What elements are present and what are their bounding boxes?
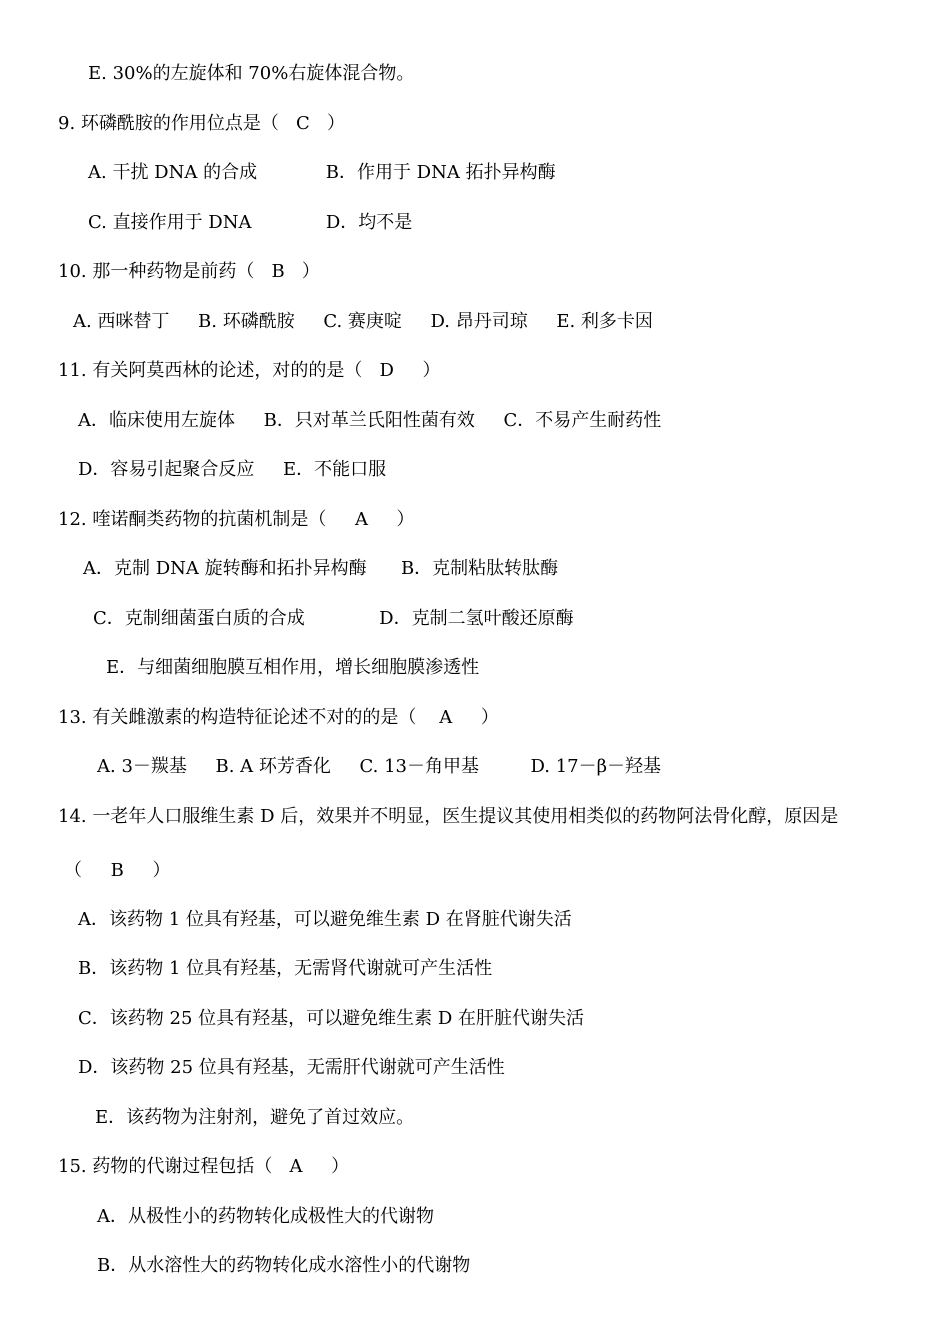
options-10: A. 西咪替丁 B. 环磷酰胺 C. 赛庚啶 D. 昂丹司琼 E. 利多卡因 — [73, 311, 653, 332]
option-14e: E．该药物为注射剂，避免了首过效应。 — [95, 1107, 415, 1128]
question-13: 13. 有关雌激素的构造特征论述不对的的是（ A ） — [58, 707, 499, 728]
option-14c: C．该药物 25 位具有羟基，可以避免维生素 D 在肝脏代谢失活 — [78, 1008, 584, 1029]
options-12-ab: A．克制 DNA 旋转酶和拓扑异构酶 B．克制粘肽转肽酶 — [83, 558, 559, 579]
question-10: 10. 那一种药物是前药（ B ） — [58, 261, 320, 282]
question-11: 11. 有关阿莫西林的论述，对的的是（ D ） — [58, 360, 441, 381]
question-9: 9. 环磷酰胺的作用位点是（ C ） — [58, 113, 345, 134]
options-11-de: D．容易引起聚合反应 E．不能口服 — [78, 459, 387, 480]
options-13: A. 3－羰基 B. A 环芳香化 C. 13－角甲基 D. 17－β－羟基 — [97, 756, 662, 777]
question-14: 14. 一老年人口服维生素 D 后，效果并不明显，医生提议其使用相类似的药物阿法骨化醇，原因是 — [58, 806, 839, 827]
options-11-abc: A．临床使用左旋体 B．只对革兰氏阳性菌有效 C．不易产生耐药性 — [78, 410, 662, 431]
question-12: 12. 喹诺酮类药物的抗菌机制是（ A ） — [58, 509, 415, 530]
question-15: 15. 药物的代谢过程包括（ A ） — [58, 1156, 350, 1177]
option-14a: A．该药物 1 位具有羟基，可以避免维生素 D 在肾脏代谢失活 — [78, 909, 572, 930]
options-12-cd: C．克制细菌蛋白质的合成 D．克制二氢叶酸还原酶 — [93, 608, 574, 629]
option-14b: B．该药物 1 位具有羟基，无需肾代谢就可产生活性 — [78, 958, 493, 979]
answer-14: （ B ） — [64, 860, 171, 881]
option-15a: A．从极性小的药物转化成极性大的代谢物 — [97, 1206, 434, 1227]
options-9-cd: C. 直接作用于 DNA D．均不是 — [88, 212, 413, 233]
option-15b: B．从水溶性大的药物转化成水溶性小的代谢物 — [97, 1255, 471, 1276]
option-12e: E．与细菌细胞膜互相作用，增长细胞膜渗透性 — [106, 657, 480, 678]
option-8e: E. 30%的左旋体和 70%右旋体混合物。 — [88, 63, 415, 84]
option-14d: D．该药物 25 位具有羟基，无需肝代谢就可产生活性 — [78, 1057, 505, 1078]
options-9-ab: A. 干扰 DNA 的合成 B．作用于 DNA 拓扑异构酶 — [88, 162, 556, 183]
